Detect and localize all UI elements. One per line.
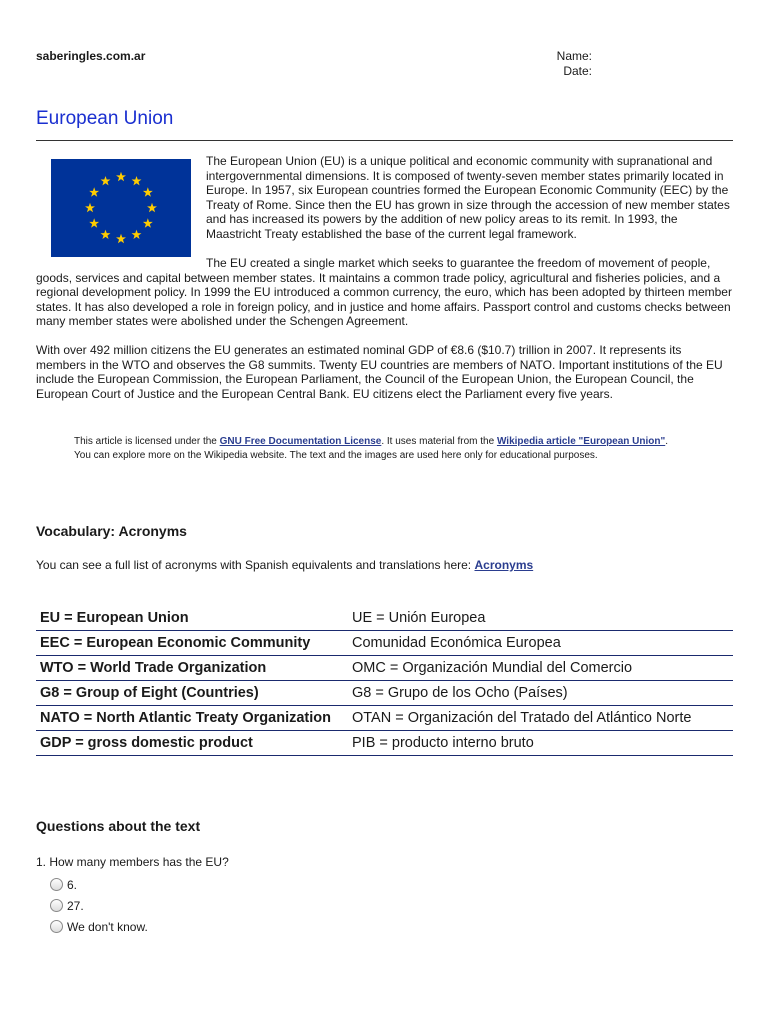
- table-row: [36, 681, 733, 706]
- acronym-spanish: OTAN = Organización del Tratado del Atlántico Norte: [348, 706, 733, 731]
- acronym-spanish: PIB = producto interno bruto: [348, 731, 733, 756]
- table-row: [36, 656, 733, 681]
- license-middle: . It uses material from the: [381, 436, 497, 447]
- article-paragraph-2-text: The EU created a single market which seeks to guarantee the freedom of movement of people, goods, services and capital between member states. It maintains a common trade policy, agricultural and fisheries policies, and a regional development policy. In 1999 the EU introduced a common currency, the euro, which has been adopted by thirteen member states. It has also developed a role in foreign policy, and in justice and home affairs. Passport control and customs checks between many member states were abolished under the Schengen Agreement.: [36, 256, 732, 329]
- article-paragraph-1: The European Union (EU) is a unique political and economic community with supranational and intergovernmental dimensions. It is composed of twenty-seven member states primarily located in Europe. In 1957, six European countries formed the European Economic Community (EEC) by the Treaty of Rome. Since then the EU has grown in size through the accession of new member states and has increased its powers by the addition of new policy areas to its remit. In 1993, the Maastricht Treaty established the base of the current legal framework.: [206, 154, 730, 241]
- acronym-spanish: OMC = Organización Mundial del Comercio: [348, 656, 733, 681]
- vocabulary-heading: Vocabulary: Acronyms: [36, 523, 187, 539]
- indent: [36, 256, 206, 270]
- option-we-dont-know[interactable]: [50, 916, 148, 937]
- radio-button[interactable]: [50, 920, 63, 933]
- acronym-spanish: Comunidad Económica Europea: [348, 631, 733, 656]
- table-row: [36, 606, 733, 631]
- question-1-text: 1. How many members has the EU?: [36, 855, 229, 869]
- option-label: 6.: [67, 877, 78, 892]
- article-paragraph-2: [36, 256, 734, 329]
- acronym-spanish: UE = Unión Europea: [348, 606, 733, 631]
- acronym-spanish: G8 = Grupo de los Ocho (Países): [348, 681, 733, 706]
- questions-heading: Questions about the text: [36, 818, 201, 834]
- name-label: Name:: [556, 49, 592, 63]
- option-27[interactable]: [50, 895, 148, 916]
- radio-button[interactable]: [50, 878, 63, 891]
- acronym-english: G8 = Group of Eight (Countries): [36, 681, 348, 706]
- vocabulary-intro: [36, 558, 533, 572]
- table-row: [36, 706, 733, 731]
- wikipedia-article-link[interactable]: Wikipedia article "European Union": [496, 436, 666, 447]
- table-row: [36, 731, 733, 756]
- acronym-english: EEC = European Economic Community: [36, 631, 348, 656]
- acronym-english: EU = European Union: [36, 606, 348, 631]
- license-prefix: This article is licensed under the: [74, 436, 220, 447]
- gfdl-link[interactable]: GNU Free Documentation License: [219, 436, 382, 447]
- date-label: Date:: [563, 64, 592, 78]
- page-title: European Union: [36, 108, 174, 129]
- acronym-english: NATO = North Atlantic Treaty Organization: [36, 706, 348, 731]
- license-line-2: You can explore more on the Wikipedia website. The text and the images are used here only for educational purposes.: [74, 450, 598, 461]
- license-line-1: [74, 435, 714, 449]
- article-paragraph-3: With over 492 million citizens the EU generates an estimated nominal GDP of €8.6 ($10.7) trillion in 2007. It represents its members in the WTO and observes the G8 summits. Twenty EU countries are members of NATO. Important institutions of the EU include the European Commission, the European Parliament, the Council of the European Union, the European Council, the European Court of Justice and the European Central Bank. EU citizens elect the Parliament every five years.: [36, 343, 723, 401]
- vocabulary-intro-text: You can see a full list of acronyms with Spanish equivalents and translations here:: [36, 558, 475, 572]
- option-label: 27.: [67, 898, 84, 913]
- title-divider: [36, 140, 733, 141]
- acronym-english: GDP = gross domestic product: [36, 731, 348, 756]
- license-suffix: .: [665, 436, 669, 447]
- name-date-block: [540, 49, 592, 79]
- license-note: [74, 435, 714, 463]
- radio-button[interactable]: [50, 899, 63, 912]
- eu-flag-image: [51, 159, 191, 257]
- table-row: [36, 631, 733, 656]
- acronym-english: WTO = World Trade Organization: [36, 656, 348, 681]
- option-label: We don't know.: [67, 919, 148, 934]
- acronyms-link[interactable]: Acronyms: [474, 558, 534, 572]
- question-1-options: [50, 874, 148, 937]
- site-name: saberingles.com.ar: [36, 49, 146, 63]
- option-6[interactable]: [50, 874, 148, 895]
- acronyms-table: [36, 606, 733, 756]
